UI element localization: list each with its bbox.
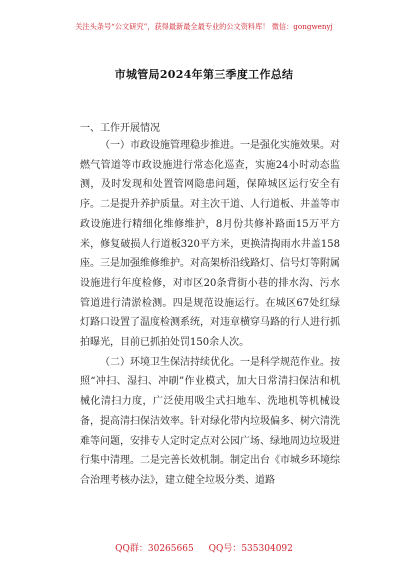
paragraph-municipal-facilities: （一）市政设施管理稳步推进。一是强化实施效果。对燃气管道等市政设施进行常态化巡查，实施24小时动态监测，及时发现和处置管网隐患问题，保障城区运行安全有序。二是提升养护质量。对主次干道、人行道板、井盖等市政设施进行精细化维修维护，8月份共修补路面15万平方米，修复破损人行道板320平方米，更换清掏雨水井盖158座。三是加强维修维护。对高架桥沿线路灯、信号灯等附属设施进行年度检修，对市区20条背街小巷的排水沟、污水管道进行清淤检测。四是规范设施运行。在城区67处红绿灯路口设置了温度检测系统，对违章横穿马路的行人进行抓拍曝光，目前已抓拍处罚150余人次。 [80,140,340,349]
paragraph-sanitation: （二）环境卫生保洁持续优化。一是科学规范作业。按照“冲扫、湿扫、冲刷”作业模式，加大日常清扫保洁和机械化清扫力度，广泛使用吸尘式扫地车、洗地机等机械设备，提高清扫保洁效率。针对绿化带内垃圾偏多、树穴清洗难等问题，安排专人定时定点对公园广场、绿地周边垃圾进行集中清理。二是完善长效机制。制定出台《市城乡环境综合治理考核办法》，建立健全垃圾分类、道路 [80,356,340,486]
footer-qq-number: QQ号：535304092 [208,544,293,554]
footer-contact [0,541,408,554]
footer-qq-group: QQ群：30265665 [115,544,194,554]
document-body [80,136,340,491]
section-heading: 一、工作开展情况 [80,123,160,134]
page-title: 市城管局2024年第三季度工作总结 [114,68,294,81]
header-banner: 关注头条号“公文研究”，获得最新最全最专业的公文资料库！ 微信：gongwenyj [75,22,333,31]
